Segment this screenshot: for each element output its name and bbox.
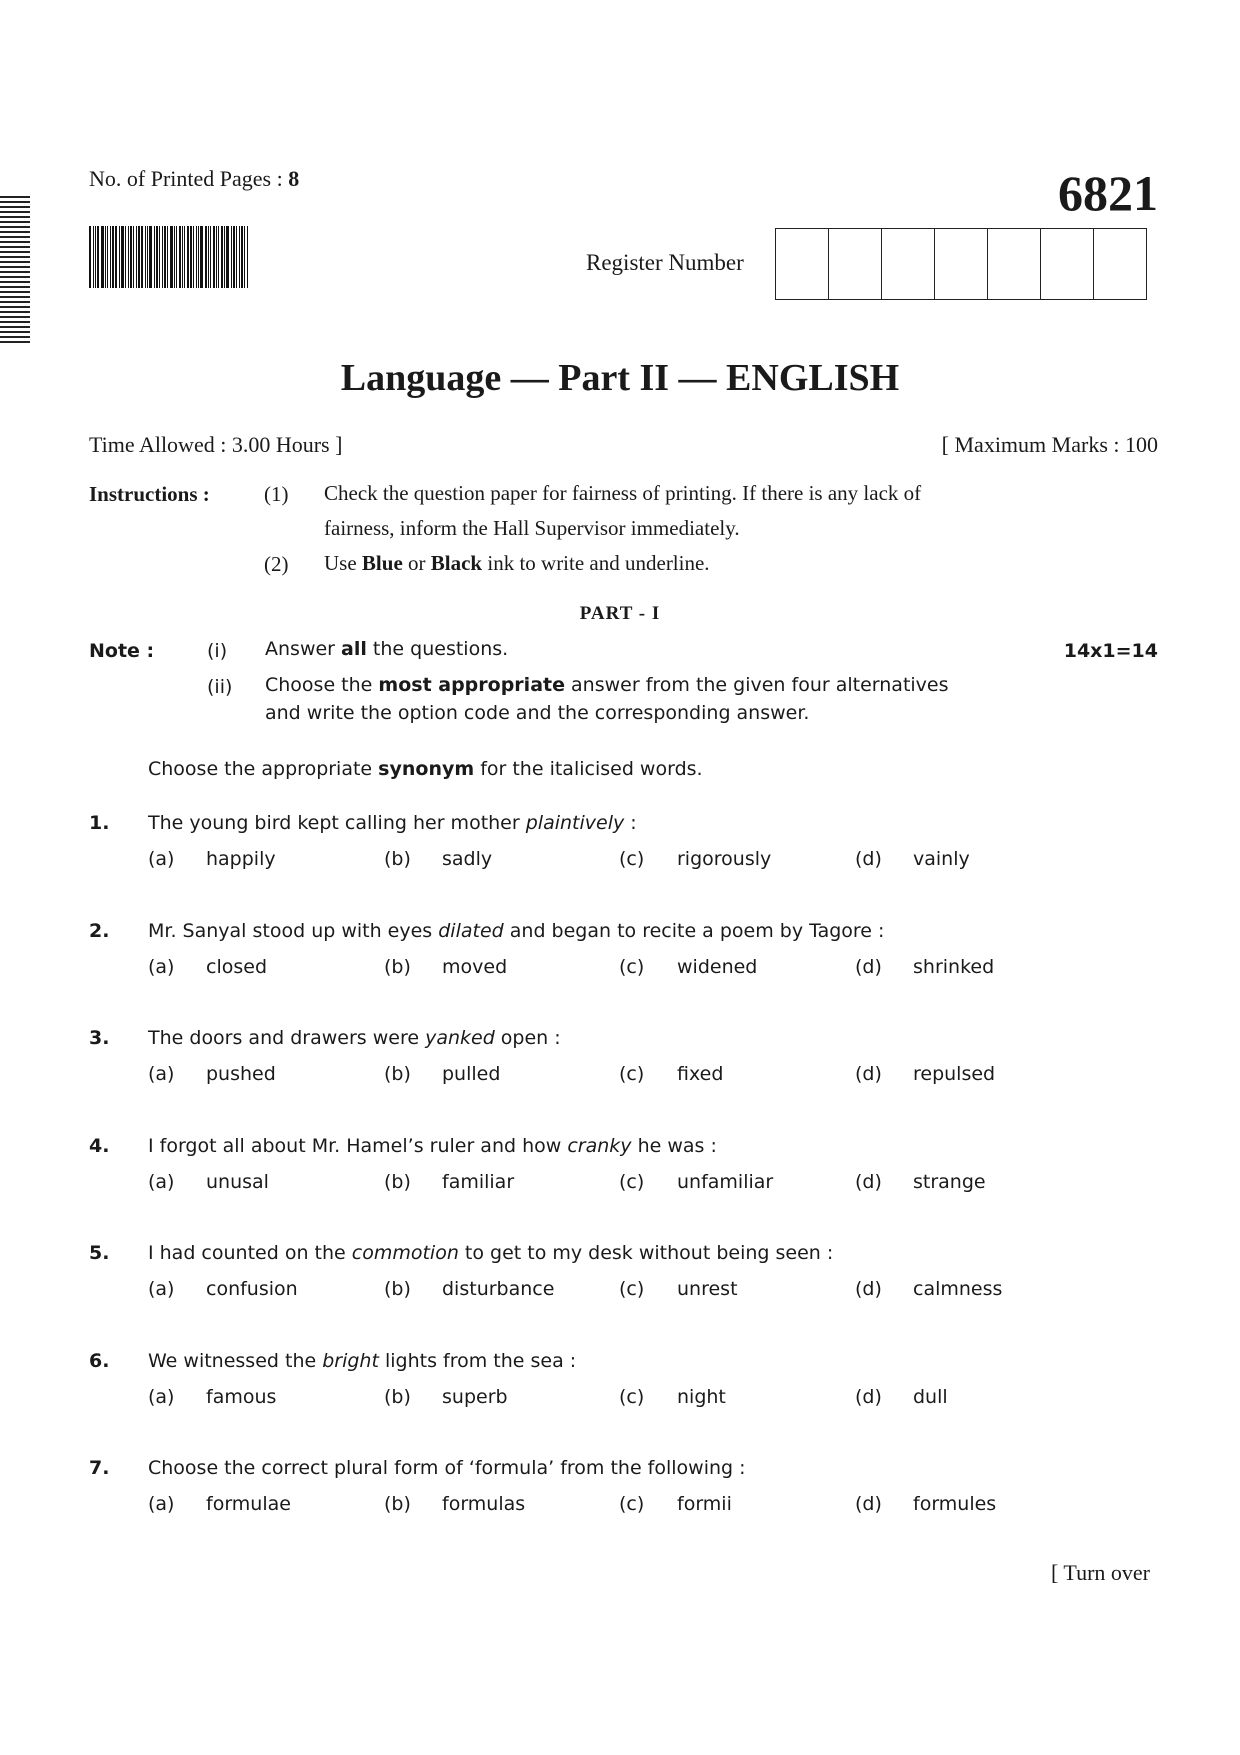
option-text: disturbance <box>442 1278 555 1300</box>
option-text: pushed <box>206 1063 276 1085</box>
barcode-bar <box>133 226 134 288</box>
barcode-bar <box>115 226 117 288</box>
margin-tick-marks <box>0 196 30 346</box>
option-text: happily <box>206 848 276 870</box>
register-digit-box[interactable] <box>882 229 935 299</box>
note-number: (i) <box>207 640 228 662</box>
option-text: confusion <box>206 1278 298 1300</box>
barcode-bar <box>196 226 197 288</box>
barcode-bar <box>224 226 225 288</box>
barcode-bar <box>244 226 245 288</box>
barcode-bar <box>174 226 175 288</box>
barcode-bar <box>187 226 189 288</box>
note-text: Answer all the questions. <box>265 638 509 660</box>
option-text: familiar <box>442 1171 515 1193</box>
question-text: I forgot all about Mr. Hamel’s ruler and how cranky he was : <box>148 1135 717 1157</box>
option-label: (a) <box>148 1063 175 1085</box>
barcode-bar <box>97 226 99 288</box>
option-text: shrinked <box>913 956 995 978</box>
option-label: (c) <box>619 1493 645 1515</box>
barcode-bar <box>128 226 129 288</box>
instructions-label: Instructions : <box>89 482 210 506</box>
barcode-bar <box>218 226 219 288</box>
option-text: vainly <box>913 848 970 870</box>
option-text: formulas <box>442 1493 526 1515</box>
section-instruction: Choose the appropriate synonym for the italicised words. <box>148 758 703 780</box>
barcode-bar <box>176 226 177 288</box>
instruction-line: Check the question paper for fairness of printing. If there is any lack of <box>324 481 922 505</box>
question-number: 3. <box>89 1027 110 1049</box>
barcode-bar <box>107 226 108 288</box>
question-number: 1. <box>89 812 110 834</box>
barcode-bar <box>164 226 166 288</box>
barcode-bar <box>170 226 173 288</box>
barcode-bar <box>156 226 158 288</box>
register-digit-box[interactable] <box>829 229 882 299</box>
question-number: 5. <box>89 1242 110 1264</box>
option-label: (b) <box>384 1493 411 1515</box>
barcode-bar <box>226 226 229 288</box>
question-number: 6. <box>89 1350 110 1372</box>
register-digit-box[interactable] <box>1041 229 1094 299</box>
register-digit-box[interactable] <box>1094 229 1146 299</box>
part-heading: PART - I <box>579 603 661 624</box>
barcode-bar <box>179 226 181 288</box>
barcode-bar <box>110 226 111 288</box>
option-label: (b) <box>384 1063 411 1085</box>
barcode-bar <box>190 226 192 288</box>
barcode-bar <box>145 226 146 288</box>
barcode-bar <box>130 226 132 288</box>
option-label: (b) <box>384 1171 411 1193</box>
option-label: (c) <box>619 848 645 870</box>
option-text: dull <box>913 1386 948 1408</box>
register-digit-box[interactable] <box>935 229 988 299</box>
instruction-number: (2) <box>264 552 289 576</box>
option-text: unusal <box>206 1171 269 1193</box>
turn-over-note: [ Turn over <box>1050 1560 1150 1585</box>
paper-title: Language — Part II — ENGLISH <box>340 357 900 399</box>
option-text: formules <box>913 1493 997 1515</box>
barcode-bar <box>233 226 235 288</box>
register-number-label: Register Number <box>586 250 744 275</box>
question-number: 7. <box>89 1457 110 1479</box>
option-label: (c) <box>619 1278 645 1300</box>
barcode-image <box>89 226 293 288</box>
option-text: night <box>677 1386 726 1408</box>
instruction-text <box>324 476 921 546</box>
option-label: (a) <box>148 1171 175 1193</box>
barcode-bar <box>105 226 106 288</box>
barcode-bar <box>95 226 96 288</box>
barcode-bar <box>159 226 160 288</box>
barcode-bar <box>200 226 203 288</box>
note-text: Choose the most appropriate answer from the given four alternatives and write the option code and the corresponding answer. <box>265 674 949 724</box>
barcode-bar <box>136 226 137 288</box>
barcode-bar <box>112 226 114 288</box>
barcode-bar <box>101 226 104 288</box>
option-label: (c) <box>619 1386 645 1408</box>
barcode-bar <box>205 226 207 288</box>
barcode-bar <box>119 226 120 288</box>
option-label: (d) <box>855 848 882 870</box>
barcode-bar <box>241 226 243 288</box>
option-label: (b) <box>384 956 411 978</box>
barcode-bar <box>93 226 94 288</box>
question-text: Choose the correct plural form of ‘formula’ from the following : <box>148 1457 746 1479</box>
printed-pages-count: No. of Printed Pages : 8 <box>89 166 300 191</box>
option-text: moved <box>442 956 508 978</box>
barcode-bar <box>247 226 248 288</box>
paper-code: 6821 <box>1058 165 1158 221</box>
barcode-bar <box>167 226 168 288</box>
option-label: (c) <box>619 1063 645 1085</box>
option-label: (a) <box>148 1493 175 1515</box>
option-text: famous <box>206 1386 277 1408</box>
question-text: The doors and drawers were yanked open : <box>148 1027 561 1049</box>
question-number: 2. <box>89 920 110 942</box>
option-label: (d) <box>855 1278 882 1300</box>
barcode-bar <box>213 226 215 288</box>
option-label: (a) <box>148 1278 175 1300</box>
barcode-bar <box>208 226 209 288</box>
barcode-bar <box>239 226 240 288</box>
barcode-bar <box>141 226 143 288</box>
option-text: widened <box>677 956 758 978</box>
maximum-marks: [ Maximum Marks : 100 <box>941 432 1158 457</box>
option-label: (c) <box>619 956 645 978</box>
register-number-boxes[interactable] <box>775 228 1147 300</box>
option-label: (b) <box>384 848 411 870</box>
question-text: The young bird kept calling her mother plaintively : <box>148 812 637 834</box>
barcode-bar <box>210 226 211 288</box>
option-text: repulsed <box>913 1063 996 1085</box>
instruction-number: (1) <box>264 482 289 506</box>
barcode-bar <box>154 226 155 288</box>
note-label: Note : <box>89 640 155 662</box>
option-text: strange <box>913 1171 986 1193</box>
option-text: calmness <box>913 1278 1003 1300</box>
question-text: We witnessed the bright lights from the sea : <box>148 1350 577 1372</box>
barcode-bar <box>184 226 185 288</box>
marks-scheme: 14x1=14 <box>1063 640 1158 662</box>
option-text: superb <box>442 1386 508 1408</box>
barcode-bar <box>149 226 152 288</box>
barcode-bar <box>216 226 217 288</box>
barcode-bar <box>125 226 126 288</box>
note-number: (ii) <box>207 676 233 698</box>
option-label: (a) <box>148 848 175 870</box>
option-text: unrest <box>677 1278 738 1300</box>
barcode-bar <box>89 226 91 288</box>
option-label: (d) <box>855 956 882 978</box>
barcode-bar <box>221 226 223 288</box>
option-text: formulae <box>206 1493 291 1515</box>
register-digit-box[interactable] <box>776 229 829 299</box>
instruction-line: fairness, inform the Hall Supervisor immediately. <box>324 516 740 540</box>
question-number: 4. <box>89 1135 110 1157</box>
option-text: fixed <box>677 1063 724 1085</box>
barcode-bar <box>121 226 124 288</box>
barcode-bar <box>198 226 199 288</box>
barcode-bar <box>147 226 148 288</box>
option-label: (d) <box>855 1063 882 1085</box>
option-text: closed <box>206 956 267 978</box>
option-label: (c) <box>619 1171 645 1193</box>
barcode-bar <box>138 226 140 288</box>
option-text: unfamiliar <box>677 1171 774 1193</box>
question-text: I had counted on the commotion to get to my desk without being seen : <box>148 1242 834 1264</box>
option-label: (b) <box>384 1386 411 1408</box>
option-label: (d) <box>855 1386 882 1408</box>
option-label: (d) <box>855 1171 882 1193</box>
barcode-bar <box>236 226 237 288</box>
instruction-text: Use Blue or Black ink to write and underline. <box>324 551 710 575</box>
barcode-bar <box>193 226 194 288</box>
barcode-bar <box>231 226 232 288</box>
question-text: Mr. Sanyal stood up with eyes dilated and began to recite a poem by Tagore : <box>148 920 885 942</box>
time-allowed: Time Allowed : 3.00 Hours ] <box>89 432 343 457</box>
option-text: sadly <box>442 848 493 870</box>
option-text: pulled <box>442 1063 501 1085</box>
option-label: (d) <box>855 1493 882 1515</box>
barcode-bar <box>182 226 183 288</box>
option-label: (b) <box>384 1278 411 1300</box>
option-text: rigorously <box>677 848 772 870</box>
option-text: formii <box>677 1493 732 1515</box>
register-digit-box[interactable] <box>988 229 1041 299</box>
option-label: (a) <box>148 1386 175 1408</box>
barcode-bar <box>162 226 163 288</box>
option-label: (a) <box>148 956 175 978</box>
